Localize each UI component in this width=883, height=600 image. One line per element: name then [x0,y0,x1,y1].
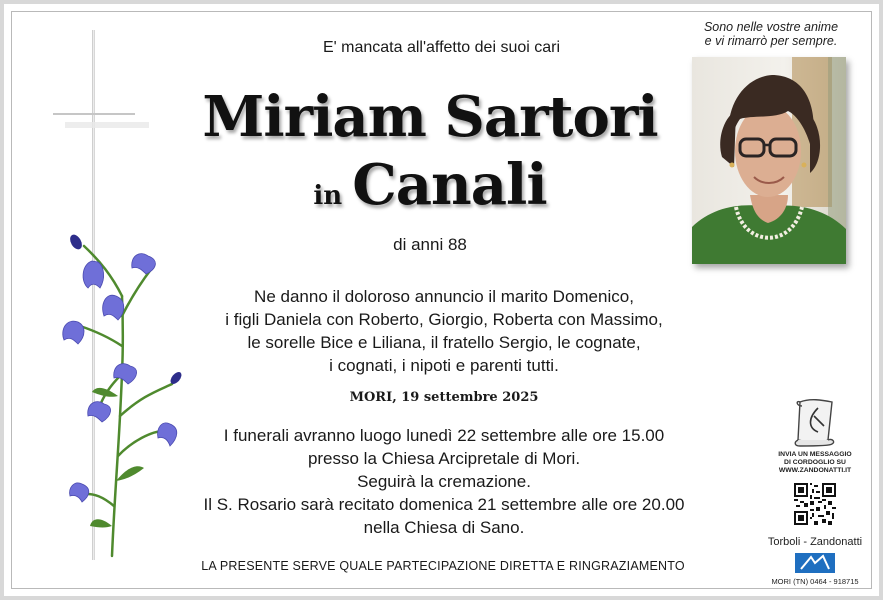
surname-prefix: in [313,181,343,211]
funeral-line: presso la Chiesa Arcipretale di Mori. [307,449,581,468]
age-text: di anni 88 [393,235,467,254]
announcement-line: le sorelle Bice e Liliana, il fratello Sergio, le cognate, [247,333,641,352]
bellflower-icon [52,226,202,561]
condolence-message-link[interactable] [766,451,864,475]
footer-text: LA PRESENTE SERVE QUALE PARTECIPAZIONE DIRETTA E RINGRAZIAMENTO [201,559,685,573]
deceased-married-name [184,152,676,218]
message-line: INVIA UN MESSAGGIO [778,451,852,458]
announcement-block [204,285,684,377]
intro-text: E' mancata all'affetto dei suoi cari [322,39,561,56]
quote-line: Sono nelle vostre anime [703,20,839,34]
quote-line: e vi rimarrò per sempre. [704,34,838,48]
agency-name: Torboli - Zandonatti [767,536,863,548]
portrait-photo [692,57,846,264]
deceased-name: Miriam Sartori [202,84,658,150]
announcement-line: i cognati, i nipoti e parenti tutti. [329,356,559,375]
surname: Canali [352,152,547,218]
announcement-line: Ne danno il doloroso annuncio il marito Domenico, [254,287,634,306]
place-date: MORI, 19 settembre 2025 [349,390,539,405]
funeral-line: Seguirà la cremazione. [357,472,531,491]
agency-contact: MORI (TN) 0464 - 918715 [771,577,859,586]
agency-logo [795,553,835,573]
agency-block [766,396,864,586]
announcement-line: i figli Daniela con Roberto, Giorgio, Roberta con Massimo, [225,310,663,329]
funeral-line: nella Chiesa di Sano. [363,518,525,537]
message-line: DI CORDOGLIO SU [784,459,846,466]
memorial-quote [676,20,866,48]
parchment-scroll-icon [792,396,838,448]
qr-code-icon[interactable] [794,483,836,525]
funeral-details [194,424,694,539]
funeral-line: I funerali avranno luogo lunedì 22 settembre alle ore 15.00 [223,426,665,445]
funeral-line: Il S. Rosario sarà recitato domenica 21 settembre alle ore 20.00 [203,495,685,514]
message-line: WWW.ZANDONATTI.IT [778,467,852,474]
